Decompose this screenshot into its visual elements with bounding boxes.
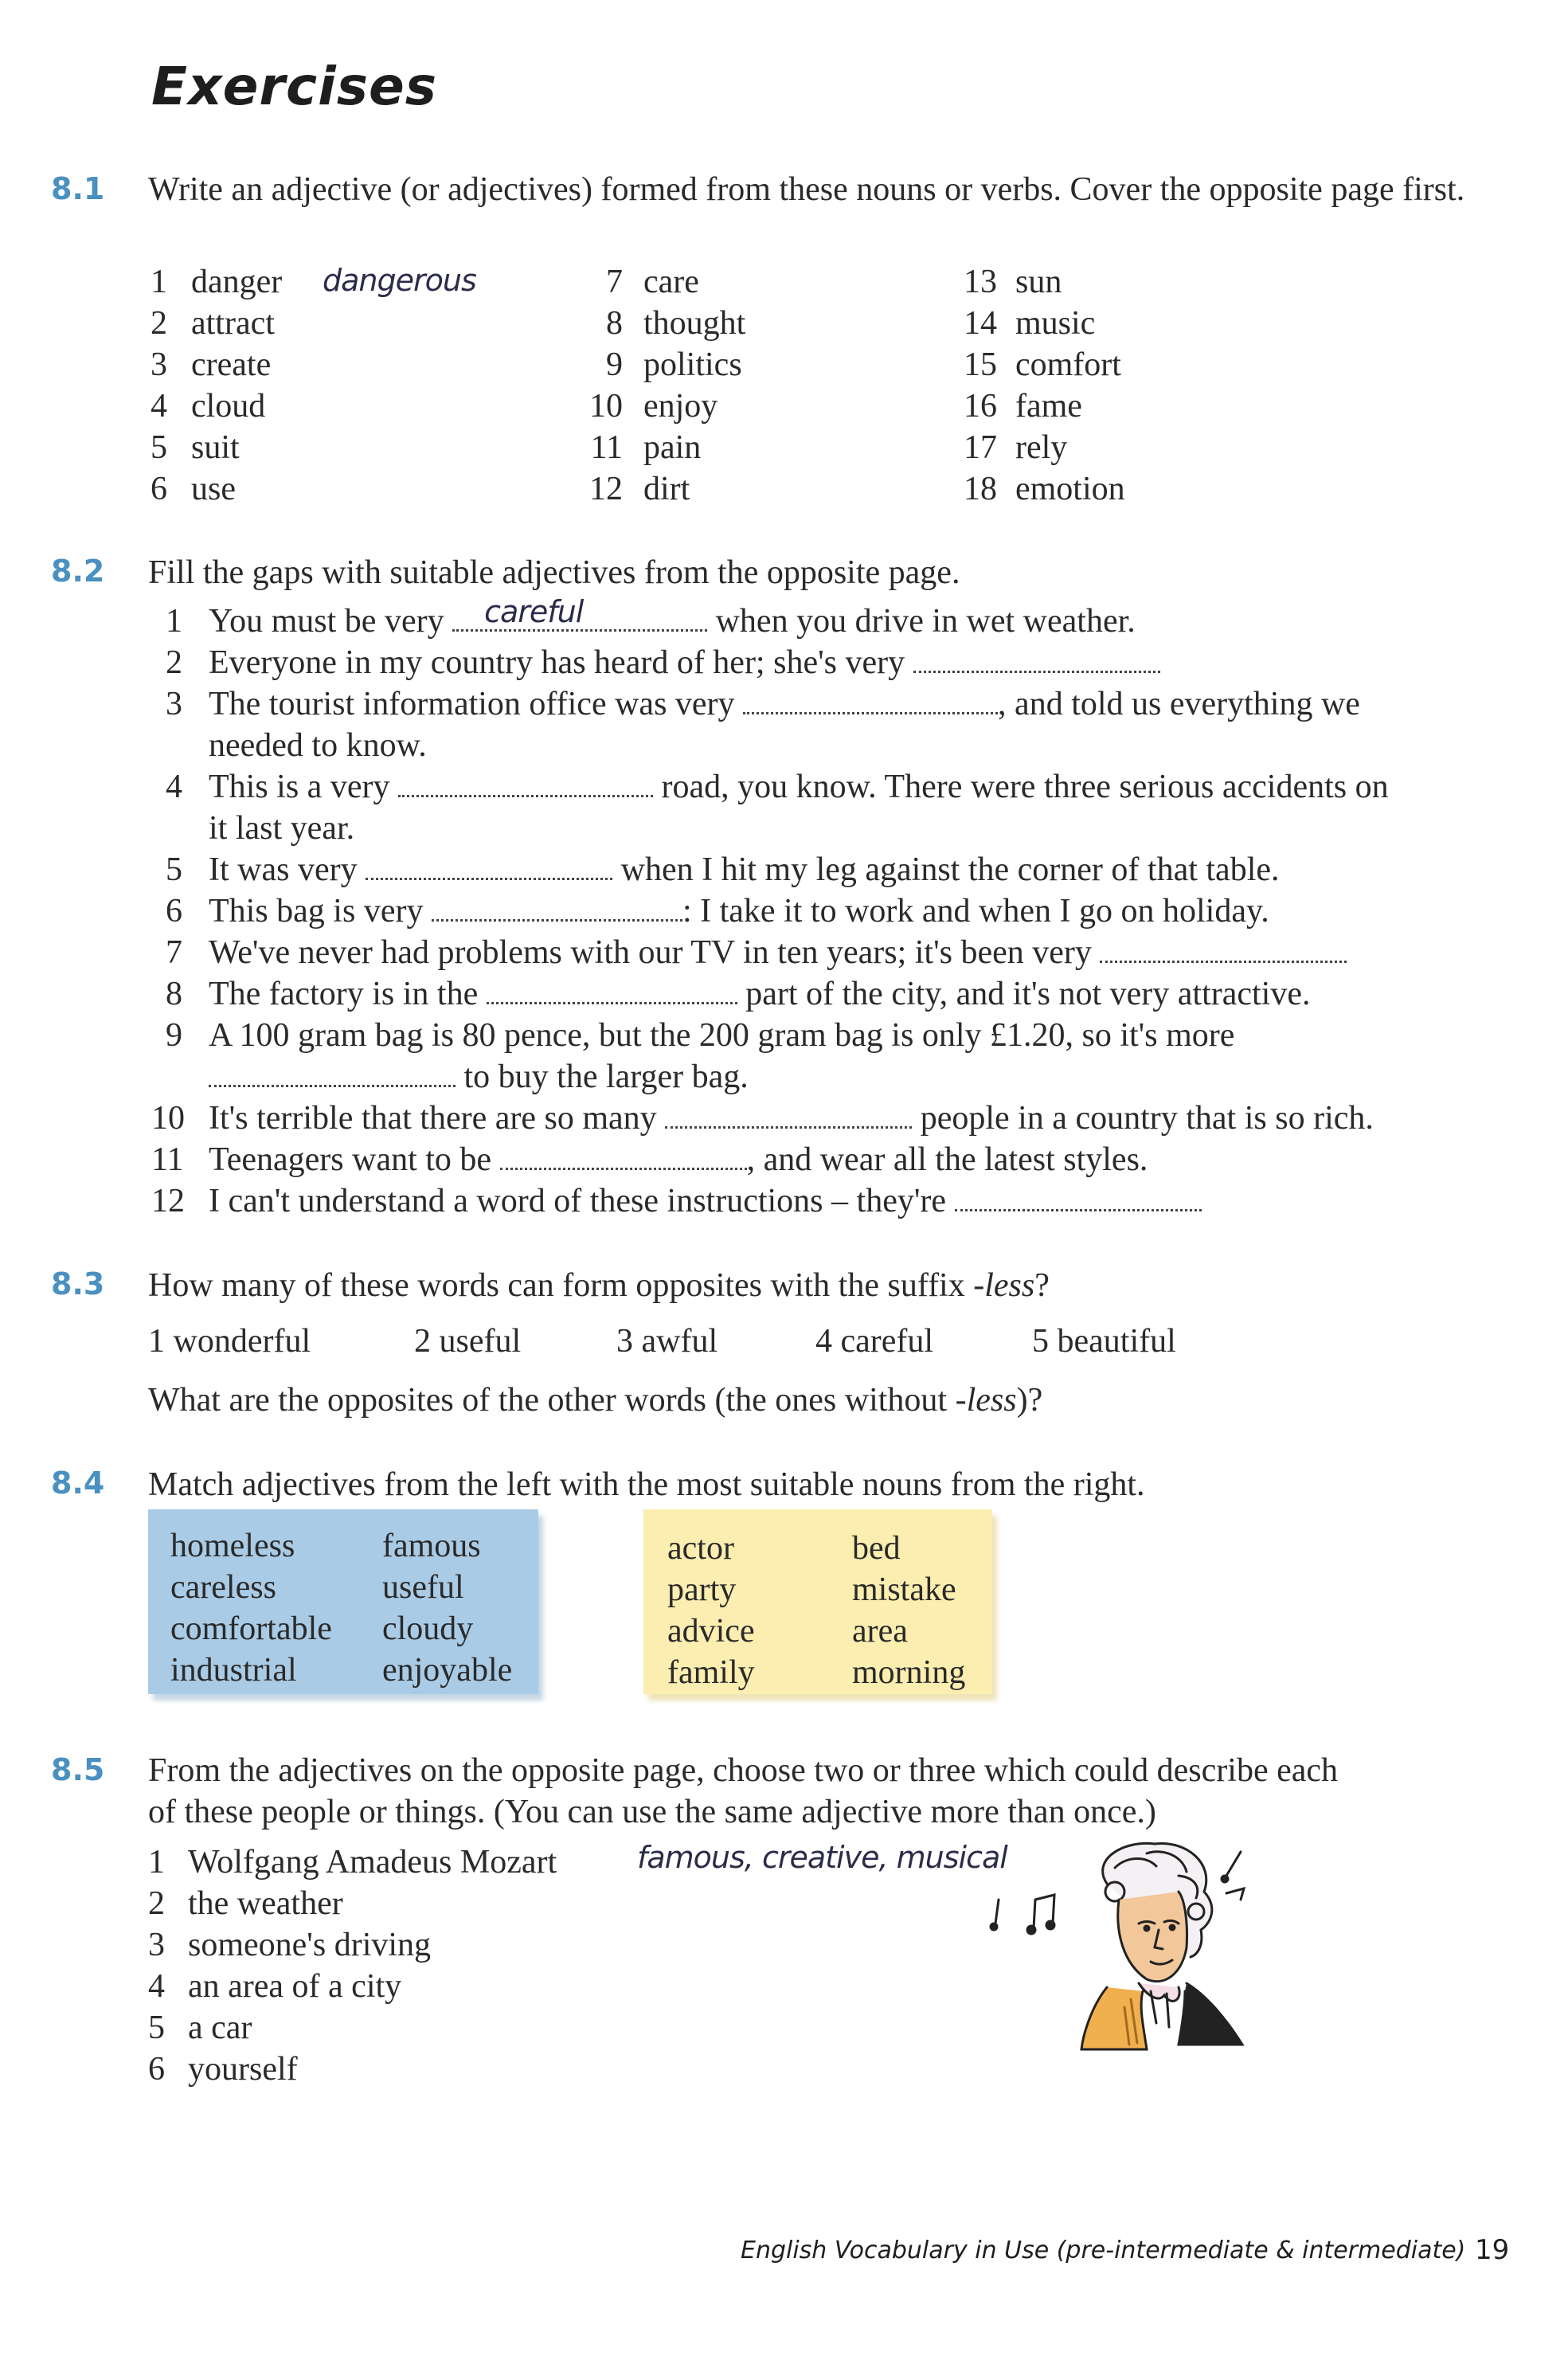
sentence-end: when you drive in wet weather.: [715, 603, 1136, 640]
answer-gap: [432, 895, 682, 922]
item-word: enjoy: [643, 388, 718, 425]
sentence-start: This is a very: [209, 769, 390, 805]
gap-item-number: 10: [151, 1100, 185, 1137]
page-title: Exercises: [151, 56, 438, 117]
answer-gap: [743, 688, 998, 714]
word-number: 4: [815, 1323, 832, 1360]
item-number: 15: [964, 346, 997, 383]
gap-item-number: 7: [166, 934, 182, 971]
suffix-word: [815, 1321, 933, 1362]
exercise-8-3-question: [148, 1380, 1042, 1421]
item-word: fame: [1015, 388, 1082, 425]
gap-item-number: 5: [166, 851, 182, 888]
item-number: 1: [151, 264, 167, 300]
exercise-number-8-4: 8.4: [51, 1466, 105, 1501]
sentence-end: part of the city, and it's not very attractive.: [745, 976, 1311, 1012]
suffix-word: [616, 1321, 718, 1362]
noun-word: party: [667, 1571, 737, 1608]
item-number: 10: [589, 388, 623, 425]
sentence-end: : I take it to work and when I go on holiday.: [682, 893, 1269, 930]
item-word: create: [191, 346, 272, 383]
gap-item-number: 3: [166, 686, 182, 722]
music-note-head: [991, 1924, 997, 1930]
gap-item-number: 6: [166, 893, 182, 930]
sentence-end: road, you know. There were three serious accidents on: [661, 769, 1389, 805]
answer-gap: [209, 1061, 456, 1087]
item-number: 18: [964, 471, 997, 507]
word-text: useful: [439, 1323, 522, 1360]
gap-sentence: [209, 642, 1160, 683]
instruction-text: How many of these words can form opposites with the suffix: [148, 1267, 974, 1304]
sentence-start: The factory is in the: [209, 976, 479, 1012]
word-text: wonderful: [173, 1323, 311, 1360]
item-word: use: [191, 471, 236, 507]
describe-item-text: an area of a city: [188, 1968, 402, 2005]
handwritten-answer: dangerous: [323, 263, 476, 298]
exercise-8-5-instruction-line1: From the adjectives on the opposite page, choose two or three which could describe each: [148, 1752, 1339, 1789]
continuation-text: needed to know.: [209, 727, 427, 764]
gap-sentence-continuation: [209, 1056, 749, 1098]
answer-gap: [665, 1102, 912, 1129]
gap-sentence: [209, 1015, 1234, 1056]
gap-sentence: [209, 1098, 1374, 1139]
word-number: 2: [414, 1323, 431, 1360]
noun-word: actor: [667, 1530, 734, 1567]
item-number: 12: [589, 471, 623, 507]
describe-item-text: a car: [188, 2010, 252, 2046]
continuation-text: to buy the larger bag.: [463, 1059, 749, 1095]
adjective-word: comfortable: [170, 1611, 332, 1647]
suffix-less: -less: [955, 1382, 1017, 1419]
handwritten-answer: careful: [484, 594, 584, 629]
exercise-number-8-5: 8.5: [51, 1752, 105, 1787]
answer-gap: [366, 854, 612, 880]
handwritten-answer: famous, creative, musical: [637, 1840, 1007, 1875]
answer-gap: [1100, 937, 1347, 963]
word-number: 5: [1032, 1323, 1049, 1360]
exercise-number-8-1: 8.1: [51, 171, 105, 206]
describe-item-number: 3: [148, 1927, 165, 1963]
adjective-word: enjoyable: [382, 1652, 513, 1689]
sentence-end: , and told us everything we: [998, 686, 1360, 722]
gap-sentence: [209, 973, 1310, 1015]
noun-word: advice: [667, 1613, 755, 1650]
item-number: 7: [606, 264, 623, 300]
gap-item-number: 1: [166, 603, 182, 640]
item-word: pain: [643, 429, 702, 466]
mozart-illustration: [987, 1836, 1266, 2051]
adjective-word: useful: [382, 1569, 464, 1606]
describe-item-number: 5: [148, 2010, 165, 2046]
describe-item-number: 4: [148, 1968, 165, 2005]
adjective-word: industrial: [170, 1652, 297, 1689]
adjective-word: homeless: [170, 1528, 295, 1564]
exercise-number-8-3: 8.3: [51, 1266, 105, 1301]
adjective-word: cloudy: [382, 1611, 474, 1647]
answer-gap: [487, 978, 737, 1004]
item-word: cloud: [191, 388, 266, 425]
gap-sentence-continuation: [209, 808, 354, 849]
item-word: sun: [1015, 264, 1062, 300]
item-number: 11: [590, 429, 623, 466]
exercise-number-8-2: 8.2: [51, 554, 105, 589]
suffix-less: -less: [973, 1267, 1035, 1304]
gap-item-number: 4: [166, 769, 182, 805]
gap-sentence: [209, 890, 1269, 932]
item-word: comfort: [1015, 346, 1121, 383]
gap-sentence: [209, 1139, 1148, 1180]
suffix-word: [148, 1321, 311, 1362]
answer-gap: [500, 1144, 747, 1170]
item-word: attract: [191, 305, 275, 342]
item-word: danger: [191, 264, 283, 300]
answer-gap: [452, 594, 707, 632]
sentence-end: people in a country that is so rich.: [920, 1100, 1374, 1137]
gap-item-number: 11: [151, 1141, 184, 1178]
item-number: 3: [151, 346, 167, 383]
question-text: What are the opposites of the other words (the ones without: [148, 1382, 956, 1419]
item-number: 8: [606, 305, 623, 342]
gap-sentence-continuation: [209, 725, 427, 766]
sentence-start: A 100 gram bag is 80 pence, but the 200 gram bag is only £1.20, so it's more: [209, 1017, 1235, 1054]
exercise-8-5-instruction-line2: of these people or things. (You can use the same adjective more than once.): [148, 1794, 1156, 1830]
item-number: 16: [964, 388, 997, 425]
noun-word: area: [852, 1613, 908, 1650]
word-text: beautiful: [1057, 1323, 1176, 1360]
describe-item-number: 6: [148, 2051, 165, 2088]
item-number: 5: [151, 429, 167, 466]
noun-word: family: [667, 1654, 755, 1691]
suffix-word: [1032, 1321, 1176, 1362]
item-word: suit: [191, 429, 240, 466]
suffix-word: [414, 1321, 521, 1362]
item-word: emotion: [1015, 471, 1125, 507]
noun-word: morning: [852, 1654, 966, 1691]
noun-word: bed: [852, 1530, 901, 1567]
item-word: rely: [1015, 429, 1068, 466]
gap-item-number: 12: [151, 1183, 185, 1219]
item-word: thought: [643, 305, 746, 342]
word-text: careful: [840, 1323, 934, 1360]
sentence-start: It's terrible that there are so many: [209, 1100, 657, 1137]
sentence-end: when I hit my leg against the corner of that table.: [620, 851, 1280, 888]
describe-item-text: someone's driving: [188, 1927, 432, 1963]
item-number: 2: [151, 305, 167, 342]
gap-sentence: [209, 594, 1136, 642]
gap-item-number: 9: [166, 1017, 182, 1054]
item-number: 4: [151, 388, 167, 425]
word-number: 1: [148, 1323, 165, 1360]
gap-sentence: [209, 766, 1389, 808]
item-word: care: [643, 264, 699, 300]
item-number: 14: [964, 305, 997, 342]
adjective-word: careless: [170, 1569, 276, 1606]
sentence-start: Everyone in my country has heard of her; she's very: [209, 644, 905, 681]
describe-item-text: yourself: [188, 2051, 298, 2088]
exercise-8-2-instruction: Fill the gaps with suitable adjectives from the opposite page.: [148, 554, 960, 591]
answer-gap: [955, 1185, 1202, 1211]
sentence-start: The tourist information office was very: [209, 686, 735, 722]
page-number: 19: [1475, 2234, 1510, 2266]
question-end: )?: [1016, 1382, 1043, 1419]
sentence-start: I can't understand a word of these instructions – they're: [209, 1183, 947, 1219]
book-title-footer: English Vocabulary in Use (pre-intermediate & intermediate): [741, 2237, 1466, 2264]
gap-sentence: [209, 683, 1360, 725]
exercise-8-1-instruction: Write an adjective (or adjectives) formed from these nouns or verbs. Cover the opposite page first.: [148, 171, 1465, 208]
sentence-start: Teenagers want to be: [209, 1141, 492, 1178]
item-word: music: [1015, 305, 1096, 342]
gap-item-number: 2: [166, 644, 182, 681]
item-number: 6: [151, 471, 167, 507]
describe-item-number: 2: [148, 1885, 165, 1922]
exercise-8-3-instruction: [148, 1265, 1050, 1306]
music-note-stroke: [995, 1900, 999, 1924]
gap-sentence: [209, 932, 1347, 973]
sentence-start: We've never had problems with our TV in ten years; it's been very: [209, 934, 1092, 971]
sentence-start: It was very: [209, 851, 358, 888]
item-number: 9: [606, 346, 623, 383]
adjective-word: famous: [382, 1528, 481, 1564]
exercise-8-4-instruction: Match adjectives from the left with the most suitable nouns from the right.: [148, 1466, 1145, 1503]
sentence-end: , and wear all the latest styles.: [746, 1141, 1148, 1178]
gap-item-number: 8: [166, 976, 182, 1012]
word-number: 3: [616, 1323, 633, 1360]
describe-item-text: Wolfgang Amadeus Mozart: [188, 1844, 557, 1881]
sentence-start: You must be very: [209, 603, 444, 640]
word-text: awful: [641, 1323, 718, 1360]
noun-word: mistake: [852, 1571, 956, 1608]
describe-item-number: 1: [148, 1844, 165, 1881]
answer-gap: [913, 647, 1160, 673]
item-number: 17: [964, 429, 997, 466]
sentence-start: This bag is very: [209, 893, 424, 930]
item-word: dirt: [643, 471, 690, 507]
item-word: politics: [643, 346, 742, 383]
gap-sentence: [209, 849, 1280, 890]
answer-gap: [398, 771, 653, 797]
continuation-text: it last year.: [209, 810, 355, 847]
describe-item-text: the weather: [188, 1885, 343, 1922]
gap-sentence: [209, 1180, 1202, 1222]
instruction-end: ?: [1034, 1267, 1050, 1304]
item-number: 13: [964, 264, 997, 300]
